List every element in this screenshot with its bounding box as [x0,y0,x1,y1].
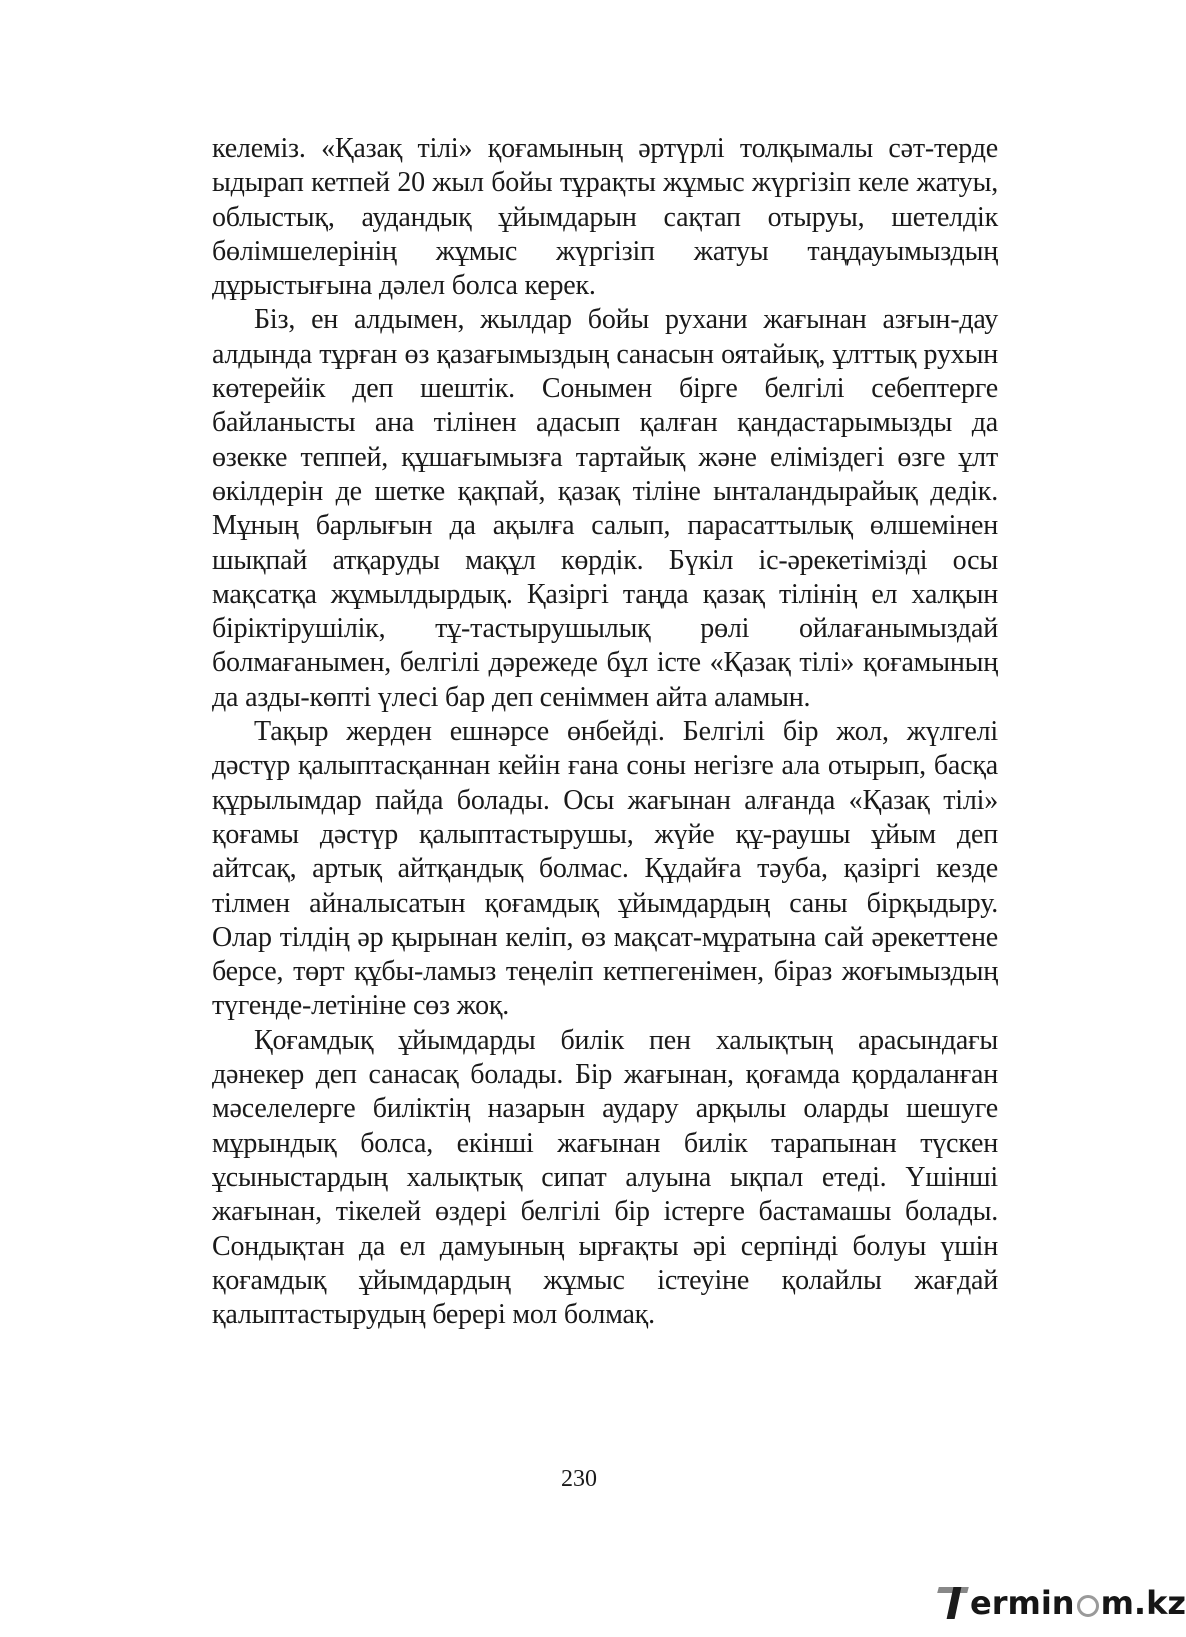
watermark-text-part2: m.kz [1100,1584,1186,1622]
watermark-text-part1: ermin [970,1584,1075,1622]
logo-t-icon [938,1585,968,1621]
paragraph: Тақыр жерден ешнәрсе өнбейді. Белгілі бір жол, жүлгелі дәстүр қалыптасқаннан кейін ғана соны негізге ала отырып, басқа құрылымдар пайда болады. Осы жағынан алғанда «Қазақ тілі» қоғамы дәстүр қалыптастырушы, жүйе құ-раушы ұйым деп айтсақ, артық айтқандық болмас. Құдайға тәуба, қазіргі кезде тілмен айналысатын қоғамдық ұйымдардың саны бірқыдыру. Олар тілдің әр қырынан келіп, өз мақсат-мұратына сай әрекеттене берсе, төрт құбы-ламыз теңеліп кетпегенімен, біраз жоғымыздың түгенде-летініне сөз жоқ. [212,716,998,1022]
document-body [212,132,998,1332]
paragraph: Біз, ен алдымен, жылдар бойы рухани жағынан азғын-дау алдында тұрған өз қазағымыздың санасын оятайық, ұлттық рухын көтерейік деп шештік. Сонымен бірге белгілі себептерге байланысты ана тілінен адасып қалған қандастарымызды да өзекке теппей, құшағымызға тартайық және еліміздегі өзге ұлт өкілдерін де шетке қақпай, қазақ тіліне ынталандырайық дедік. Мұның барлығын да ақылға салып, парасаттылық өлшемінен шықпай атқаруды мақұл көрдік. Бүкіл іс-әрекетімізді осы мақсатқа жұмылдырдық. Қазіргі таңда қазақ тілінің ел халқын біріктірушілік, тұ-тастырушылық рөлі ойлағанымыздай болмағанымен, белгілі дәрежеде бұл істе «Қазақ тілі» қоғамының да азды-көпті үлесі бар деп сеніммен айта аламын. [212,304,998,713]
watermark-logo [938,1583,1186,1623]
page-number: 230 [561,1466,597,1492]
paragraph-continuation: келеміз. «Қазақ тілі» қоғамының әртүрлі толқымалы сәт-терде ыдырап кетпей 20 жыл бойы тұрақты жұмыс жүргізіп келе жатуы, облыстық, аудандық ұйымдарын сақтап отыруы, шетелдік бөлімшелерінің жұмыс жүргізіп жатуы таңдауымыздың дұрыстығына дәлел болса керек. [212,133,998,302]
logo-o-icon [1077,1595,1099,1617]
paragraph: Қоғамдық ұйымдарды билік пен халықтың арасындағы дәнекер деп санасақ болады. Бір жағынан, қоғамда қордаланған мәселелерге биліктің назарын аудару арқылы оларды шешуге мұрындық болса, екінші жағынан билік тарапынан түскен ұсыныстардың халықтық сипат алуына ықпал етеді. Үшінші жағынан, тікелей өздері белгілі бір істерге бастамашы болады. Сондықтан да ел дамуының ырғақты әрі серпінді болуы үшін қоғамдық ұйымдардың жұмыс істеуіне қолайлы жағдай қалыптастырудың берері мол болмақ. [212,1024,998,1331]
